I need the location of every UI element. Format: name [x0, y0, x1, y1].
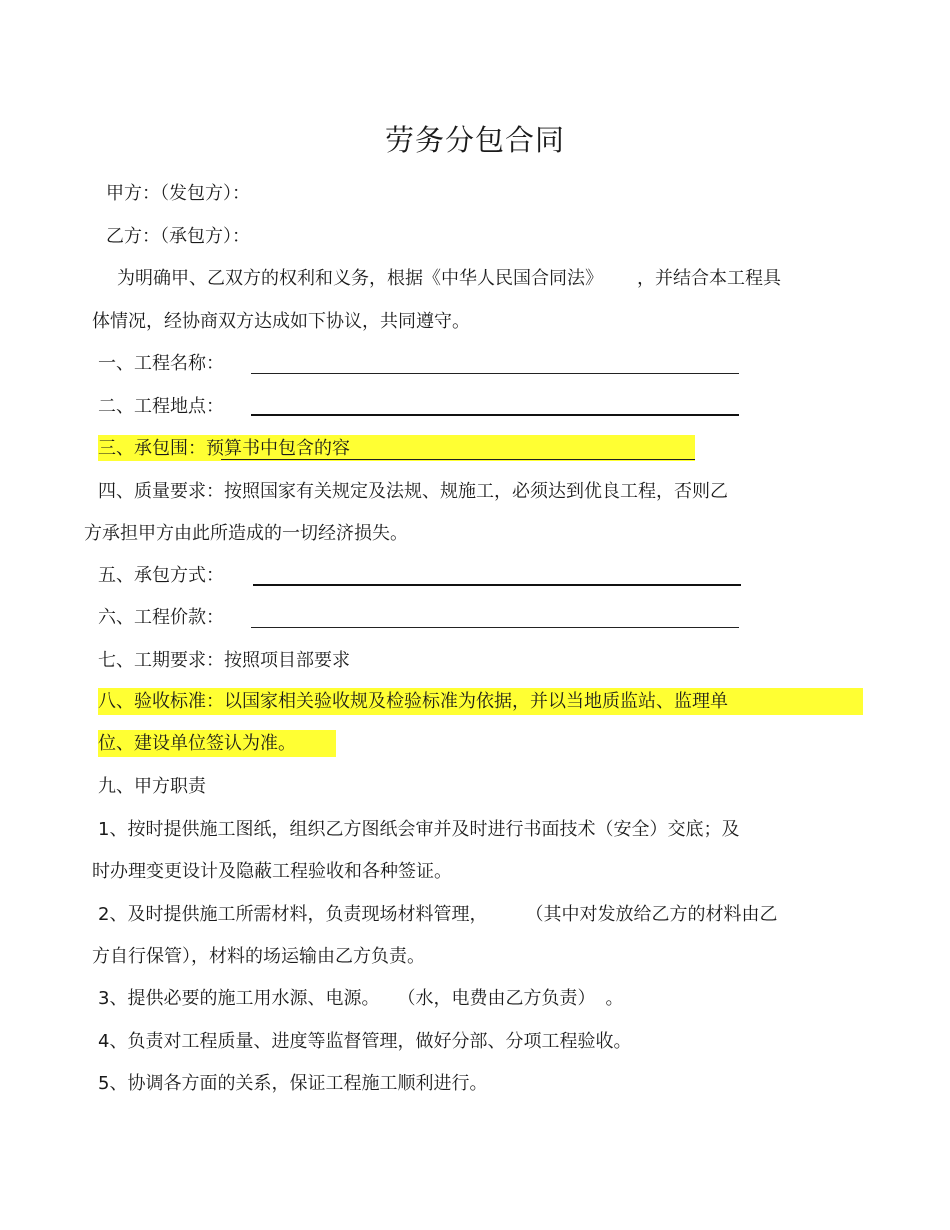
duty-3-part1: 3、提供必要的施工用水源、电源。 — [98, 988, 380, 1009]
scope-line: 三、承包围：预算书中包含的容 — [98, 438, 350, 459]
duty-1-line-1: 1、按时提供施工图纸，组织乙方图纸会审并及时进行书面技术（安全）交底；及 — [98, 819, 740, 840]
contract-mode-label: 五、承包方式： — [98, 565, 224, 586]
price-blank[interactable] — [251, 627, 739, 628]
acceptance-line-1: 八、验收标准：以国家相关验收规及检验标准为依据，并以当地质监站、监理单 — [98, 691, 728, 712]
document-title: 劳务分包合同 — [384, 123, 565, 157]
project-location-blank[interactable] — [251, 414, 739, 416]
project-name-blank[interactable] — [251, 373, 739, 374]
price-label: 六、工程价款： — [98, 607, 224, 628]
intro-text-part1: 为明确甲、乙双方的权利和义务，根据《中华人民国合同法》 — [117, 268, 603, 289]
duty-5-line: 5、协调各方面的关系，保证工程施工顺利进行。 — [98, 1073, 488, 1094]
duty-3-part3: 。 — [605, 988, 624, 1009]
quality-line-1: 四、质量要求：按照国家有关规定及法规、规施工，必须达到优良工程，否则乙 — [98, 481, 728, 502]
party-a-line: 甲方：（发包方）： — [106, 183, 250, 204]
duty-2-line-2: 方自行保管），材料的场运输由乙方负责。 — [92, 946, 425, 967]
duty-4-line: 4、负责对工程质量、进度等监督管理，做好分部、分项工程验收。 — [98, 1031, 632, 1052]
party-b-line: 乙方：（承包方）： — [106, 226, 250, 247]
project-name-label: 一、工程名称： — [98, 353, 224, 374]
duty-1-line-2: 时办理变更设计及隐蔽工程验收和各种签证。 — [92, 861, 452, 882]
acceptance-line-2: 位、建设单位签认为准。 — [98, 733, 296, 754]
duty-2-line-1 — [98, 902, 777, 928]
duty-2-part2: （其中对发放给乙方的材料由乙 — [525, 904, 778, 925]
duty-3-line — [98, 986, 623, 1012]
duty-3-part2: （水，电费由乙方负责） — [397, 988, 596, 1009]
party-a-duties-heading: 九、甲方职责 — [98, 776, 206, 797]
intro-text-part2: ，并结合本工程具 — [637, 268, 781, 289]
intro-line-2: 体情况，经协商双方达成如下协议，共同遵守。 — [92, 311, 470, 332]
contract-mode-blank[interactable] — [253, 584, 741, 586]
intro-line-1 — [117, 266, 781, 292]
schedule-line: 七、工期要求：按照项目部要求 — [98, 650, 350, 671]
quality-line-2: 方承担甲方由此所造成的一切经济损失。 — [84, 523, 408, 544]
project-location-label: 二、工程地点： — [98, 396, 224, 417]
duty-2-part1: 2、及时提供施工所需材料，负责现场材料管理， — [98, 904, 488, 925]
